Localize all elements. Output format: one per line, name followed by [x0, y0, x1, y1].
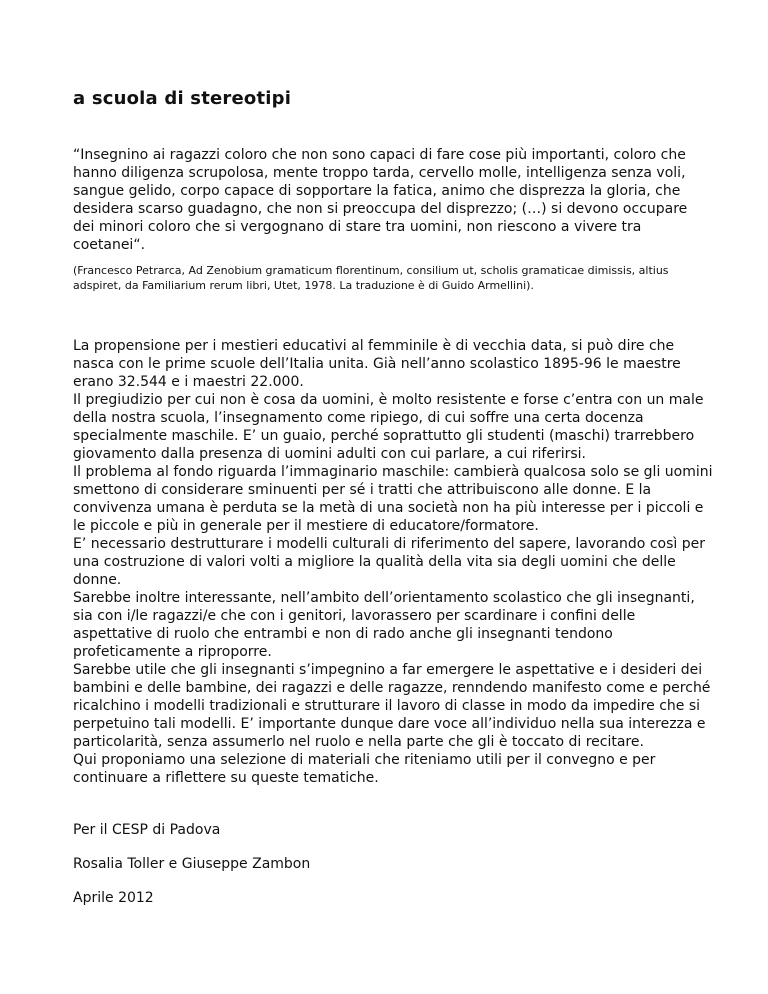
body-paragraph: Sarebbe utile che gli insegnanti s’impegnino a far emergere le aspettative e i desideri dei bambini e delle bambine, dei ragazzi e delle ragazze, renndendo manifesto come e perché ricalchino i modelli tradizionali e strutturare il lavoro di classe in modo da impedire che si perpetuino tali modelli. E’ importante dunque dare voce all’individuo nella sua interezza e particolarità, senza assumerlo nel ruolo e nella parte che gli è toccato di recitare. [73, 662, 711, 750]
body-paragraph: La propensione per i mestieri educativi al femminile è di vecchia data, si può dire che nasca con le prime scuole dell’Italia unita. Già nell’anno scolastico 1895-96 le maestre erano 32.544 e i maestri 22.000. [73, 338, 681, 390]
body-paragraph: Sarebbe inoltre interessante, nell’ambito dell’orientamento scolastico che gli insegnanti, sia con i/le ragazzi/e che con i genitori, lavorassero per scardinare i confini delle aspettative di ruolo che entrambi e non di rado anche gli insegnanti tendono profeticamente a riproporre. [73, 590, 695, 660]
signature-organization: Per il CESP di Padova [73, 822, 221, 838]
body-paragraph: Qui proponiamo una selezione di materiali che riteniamo utili per il convegno e per continuare a riflettere su queste tematiche. [73, 752, 656, 786]
petrarca-quote: “Insegnino ai ragazzi coloro che non sono capaci di fare cose più importanti, coloro che hanno diligenza scrupolosa, mente troppo tarda, cervello molle, intelligenza senza voli, sangue gelido, corpo capace di sopportare la fatica, animo che disprezza la gloria, che desidera scarso guadagno, che non si preoccupa del disprezzo; (…) si devono occupare dei minori coloro che si vergognano di stare tra uomini, non riescono a vivere tra coetanei“. [73, 147, 688, 253]
signature-authors: Rosalia Toller e Giuseppe Zambon [73, 856, 311, 872]
body-text [73, 337, 713, 787]
body-paragraph: Il pregiudizio per cui non è cosa da uomini, è molto resistente e forse c’entra con un male della nostra scuola, l’insegnamento come ripiego, di cui soffre una certa docenza specialmente maschile. E’ un guaio, perché soprattutto gli studenti (maschi) trarrebbero giovamento dalla presenza di uomini adulti con cui parlare, a cui riferirsi. [73, 392, 704, 462]
body-paragraph: Il problema al fondo riguarda l’immaginario maschile: cambierà qualcosa solo se gli uomini smettono di considerare sminuenti per sé i tratti che attribuiscono alle donne. E la convivenza umana è perduta se la metà di una società non ha più interesse per i piccoli e le piccole e più in generale per il mestiere di educatore/formatore. [73, 464, 713, 534]
body-paragraph: E’ necessario destrutturare i modelli culturali di riferimento del sapere, lavorando così per una costruzione di valori volti a migliore la qualità della vita sia degli uomini che delle donne. [73, 536, 705, 588]
document-title: a scuola di stereotipi [73, 88, 292, 109]
quote-citation: (Francesco Petrarca, Ad Zenobium gramaticum florentinum, consilium ut, scholis gramaticae dimissis, altius adspiret, da Familiarium rerum libri, Utet, 1978. La traduzione è di Guido Armellini). [73, 264, 669, 292]
signature-date: Aprile 2012 [73, 890, 154, 906]
